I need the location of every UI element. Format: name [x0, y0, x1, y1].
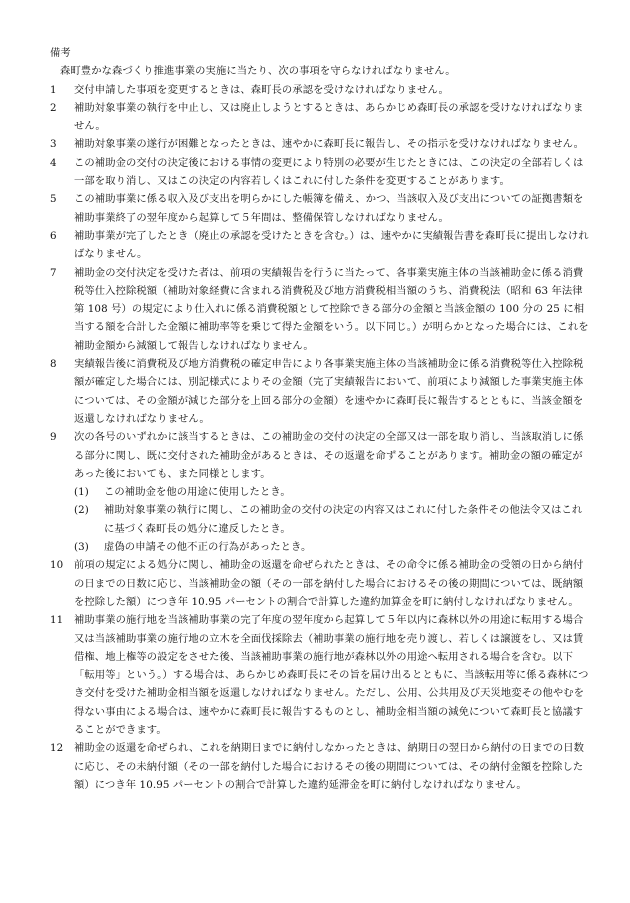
item-number: 1	[50, 83, 57, 96]
list-item	[50, 556, 590, 611]
item-number: 7	[50, 266, 57, 279]
list-item	[50, 227, 590, 264]
item-text: この補助金の交付の決定後における事情の変更により特別の必要が生じたときには、この決定の全部若しくは一部を取り消し、又はこの決定の内容若しくはこれに付した条件を変更することがあります。	[74, 156, 584, 188]
item-number: 2	[50, 101, 57, 114]
sub-item-number: (2)	[74, 504, 89, 517]
sub-item-text: この補助金を他の用途に使用したとき。	[104, 486, 291, 499]
intro-text: 森町豊かな森づくり推進事業の実施に当たり、次の事項を守らなければなりません。	[60, 65, 456, 78]
list-item	[50, 99, 590, 136]
item-text: 補助事業の施行地を当該補助事業の完了年度の翌年度から起算して５年以内に森林以外の用途に転用する場合又は当該補助事業の施行地の立木を全面伐採除去（補助事業の施行地を売り渡し、若しくは譲渡をし、又は賃借権、地上権等の設定をさせた後、当該補助事業の施行地が森林以外の用途へ転用される場合を含む。以下「転用等」という。）する場合は、あらかじめ森町長にその旨を届け出るとともに、当該転用等に係る森林につき交付を受けた補助金相当額を返還しなければなりません。ただし、公用、公共用及び天災地変その他やむを得ない事由による場合は、速やかに森町長に報告するものとし、補助金相当額の減免について森町長と協議することができます。	[74, 614, 589, 736]
sub-item-number: (1)	[74, 486, 89, 499]
item-number: 4	[50, 156, 57, 169]
list-item	[50, 355, 590, 428]
item-text: 前項の規定による処分に関し、補助金の返還を命ぜられたときは、その命令に係る補助金の受領の日から納付の日までの日数に応じ、当該補助金の額（その一部を納付した場合におけるその後の期間については、既納額を控除した額）につき年 10.95 パーセントの割合で計算した違約加算金を町に納付しなければなりません。	[74, 559, 584, 608]
list-item	[50, 264, 590, 355]
list-item	[50, 739, 590, 794]
item-number: 9	[50, 431, 57, 444]
item-text: 補助対象事業の遂行が困難となったときは、速やかに森町長に報告し、その指示を受けなければなりません。	[74, 138, 585, 151]
list-item	[50, 135, 590, 153]
item-number: 6	[50, 229, 57, 242]
list-item	[50, 611, 590, 739]
item-number: 5	[50, 193, 57, 206]
item-number: 3	[50, 138, 57, 151]
item-number: 10	[50, 559, 64, 572]
item-number: 8	[50, 358, 57, 371]
document-heading: 備考	[50, 47, 71, 59]
sub-item-text: 補助対象事業の執行に関し、この補助金の交付の決定の内容又はこれに付した条件その他法令又はこれに基づく森町長の処分に違反したとき。	[104, 504, 583, 535]
sub-list-item	[50, 538, 590, 556]
list-item	[50, 154, 590, 191]
sub-list-item	[50, 501, 590, 538]
item-text: 交付申請した事項を変更するときは、森町長の承認を受けなければなりません。	[74, 83, 449, 96]
item-number: 12	[50, 742, 64, 755]
item-text: 補助金の返還を命ぜられ、これを納期日までに納付しなかったときは、納期日の翌日から納付の日までの日数に応じ、その未納付額（その一部を納付した場合におけるその後の期間については、その納付金額を控除した額）につき年 10.95 パーセントの割合で計算した違約延滞金を町に納付しなければなりません。	[74, 742, 585, 791]
list-item	[50, 190, 590, 227]
item-number: 11	[50, 614, 64, 627]
list-item	[50, 81, 590, 99]
item-text: この補助事業に係る収入及び支出を明らかにした帳簿を備え、かつ、当該収入及び支出についての証拠書類を補助事業終了の翌年度から起算して５年間は、整備保管しなければなりません。	[74, 193, 584, 224]
item-text: 補助金の交付決定を受けた者は、前項の実績報告を行うに当たって、各事業実施主体の当該補助金に係る消費税等仕入控除税額（補助対象経費に含まれる消費税及び地方消費税相当額のうち、消費税法（昭和 63 年法律第 108 号）の規定により仕入れに係る消費税額として控除できる部分の金額と当該金額の 100 分の 25 に相当する額を合計した金額に補助率等を乗じて得た金額をいう。以下同じ。）が明らかとなった場合には、これを補助金額から減額して報告しなければなりません。	[74, 266, 589, 352]
sub-item-text: 虚偽の申請その他不正の行為があったとき。	[104, 541, 312, 554]
item-text: 補助事業が完了したとき（廃止の承認を受けたときを含む。）は、速やかに実績報告書を森町長に提出しなければなりません。	[74, 229, 589, 261]
sub-list-item	[50, 483, 590, 501]
item-text: 次の各号のいずれかに該当するときは、この補助金の交付の決定の全部又は一部を取り消し、当該取消しに係る部分に関し、既に交付された補助金があるときは、その返還を命ずることがあります。補助金の額の確定があった後においても、また同様とします。	[74, 431, 584, 480]
item-text: 補助対象事業の執行を中止し、又は廃止しようとするときは、あらかじめ森町長の承認を受けなければなりません。	[74, 101, 584, 133]
list-item	[50, 428, 590, 483]
sub-item-number: (3)	[74, 541, 89, 554]
item-text: 実績報告後に消費税及び地方消費税の確定申告により各事業実施主体の当該補助金に係る消費税等仕入控除税額が確定した場合には、別記様式によりその金額（完了実績報告において、前項により減額した事業実施主体については、その金額が減じた部分を上回る部分の金額）を速やかに森町長に報告するとともに、当該金額を返還しなければなりません。	[74, 358, 584, 425]
